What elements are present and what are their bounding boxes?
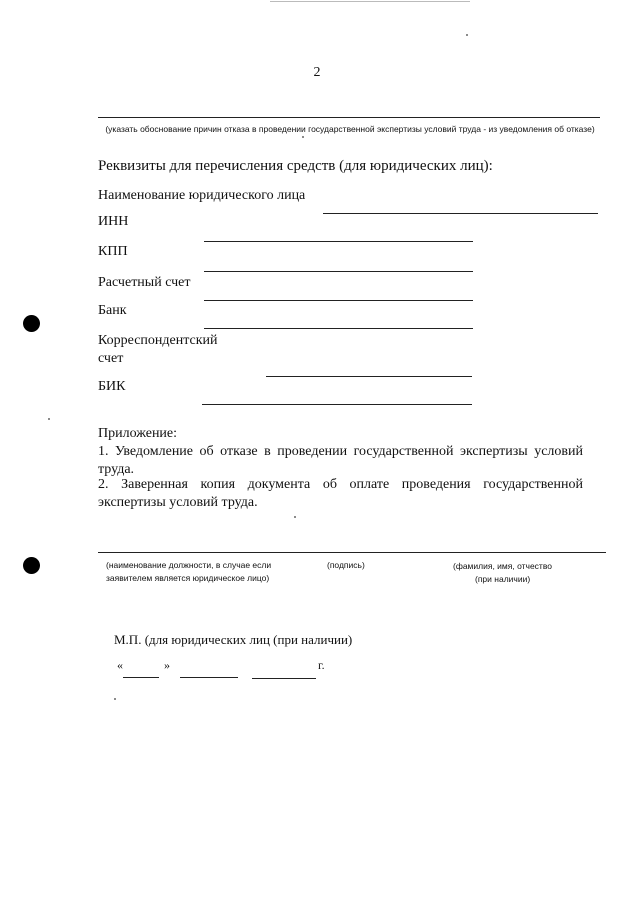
scan-speck: [466, 34, 468, 36]
attachment-item-2: 2. Заверенная копия документа об оплате проведения государственной экспертизы условий труда.: [98, 477, 583, 510]
legal-entity-line: [323, 213, 598, 214]
date-open-quote: «: [117, 658, 123, 672]
scan-edge-line: [270, 1, 470, 2]
bik-label: БИК: [98, 379, 126, 394]
punch-hole-top: [23, 315, 40, 332]
bank-line: [204, 328, 473, 329]
page-number: 2: [313, 65, 321, 80]
date-day-line: [123, 677, 159, 678]
scan-speck: [114, 698, 116, 700]
requisites-heading: Реквизиты для перечисления средств (для юридических лиц):: [98, 158, 493, 174]
position-caption-2: заявителем является юридическое лицо): [106, 573, 270, 583]
account-label: Расчетный счет: [98, 275, 191, 290]
scan-speck: [302, 136, 304, 138]
bik-line: [202, 404, 472, 405]
reason-note: (указать обоснование причин отказа в проведении государственной экспертизы условий труда - из уведомления об отказе): [105, 124, 595, 134]
account-line: [204, 300, 473, 301]
inn-line: [204, 241, 473, 242]
reason-line: [98, 117, 600, 118]
corr-account-label-2: счет: [98, 351, 124, 366]
corr-account-label-1: Корреспондентский: [98, 333, 218, 348]
date-year-suffix: г.: [318, 658, 325, 672]
signature-line: [98, 552, 606, 553]
kpp-label: КПП: [98, 244, 128, 259]
punch-hole-bottom: [23, 557, 40, 574]
bank-label: Банк: [98, 303, 127, 318]
date-month-line: [180, 677, 238, 678]
date-year-line: [252, 678, 316, 679]
scan-speck: [294, 516, 296, 518]
attachment-item-1: 1. Уведомление об отказе в проведении государственной экспертизы условий труда.: [98, 444, 583, 477]
date-close-quote: »: [164, 658, 170, 672]
attachments-heading: Приложение:: [98, 426, 178, 441]
corr-account-line: [266, 376, 472, 377]
signature-caption: (подпись): [327, 560, 365, 570]
stamp-label: М.П. (для юридических лиц (при наличии): [114, 632, 353, 647]
inn-label: ИНН: [98, 214, 129, 229]
legal-entity-label: Наименование юридического лица: [98, 188, 306, 203]
kpp-line: [204, 271, 473, 272]
fullname-caption-1: (фамилия, имя, отчество: [453, 561, 552, 571]
fullname-caption-2: (при наличии): [475, 574, 531, 584]
position-caption-1: (наименование должности, в случае если: [106, 560, 272, 570]
scan-speck: [48, 418, 50, 420]
